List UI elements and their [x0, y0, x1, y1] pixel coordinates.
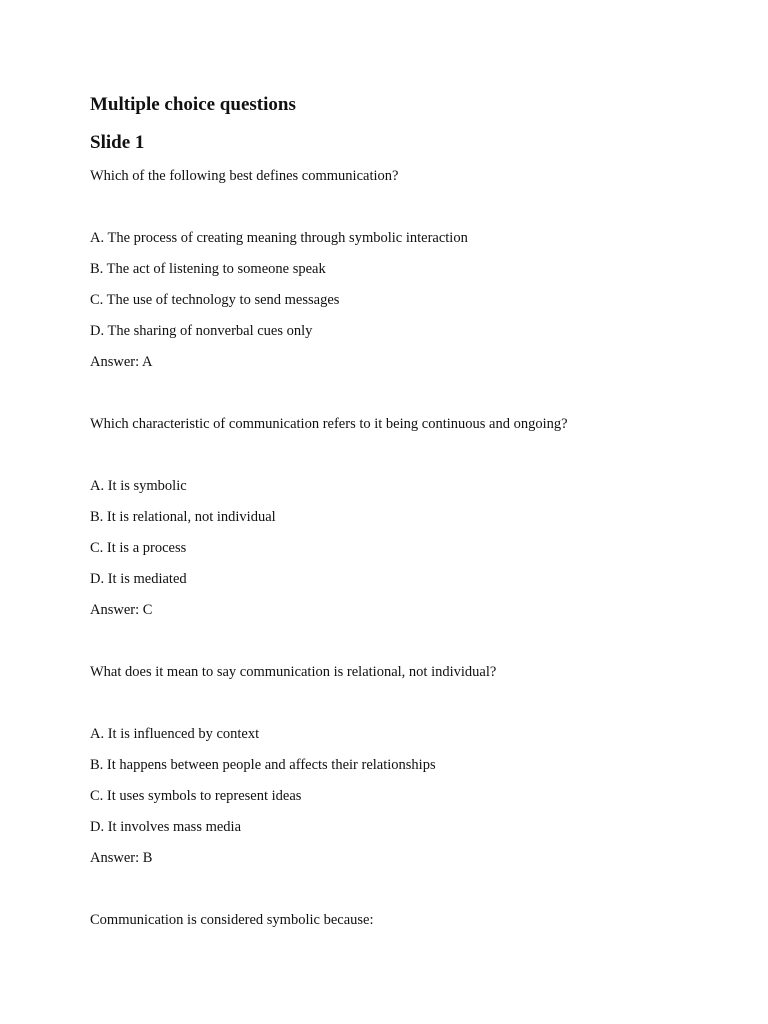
document-title: Multiple choice questions [90, 94, 296, 115]
question-text: Communication is considered symbolic because: [90, 912, 374, 928]
answer-option: A. It is symbolic [90, 478, 187, 494]
question-block [90, 166, 710, 372]
correct-answer: Answer: B [90, 850, 153, 866]
answer-option: B. It happens between people and affects their relationships [90, 757, 436, 773]
answer-option: C. It uses symbols to represent ideas [90, 788, 302, 804]
answer-option: D. The sharing of nonverbal cues only [90, 323, 313, 339]
answer-option: D. It is mediated [90, 571, 187, 587]
question-block [90, 662, 710, 868]
answer-option: C. The use of technology to send messages [90, 292, 340, 308]
slide-heading: Slide 1 [90, 132, 145, 153]
answer-option: B. It is relational, not individual [90, 509, 276, 525]
answer-option: D. It involves mass media [90, 819, 242, 835]
answer-option: A. It is influenced by context [90, 726, 260, 742]
question-text: Which characteristic of communication refers to it being continuous and ongoing? [90, 416, 568, 432]
question-block [90, 910, 710, 930]
question-text: What does it mean to say communication is relational, not individual? [90, 664, 497, 680]
correct-answer: Answer: C [90, 602, 153, 618]
answer-option: C. It is a process [90, 540, 187, 556]
question-text: Which of the following best defines communication? [90, 168, 399, 184]
answer-option: A. The process of creating meaning through symbolic interaction [90, 230, 468, 246]
answer-option: B. The act of listening to someone speak [90, 261, 326, 277]
document-body [90, 92, 710, 930]
question-block [90, 414, 710, 620]
correct-answer: Answer: A [90, 354, 153, 370]
